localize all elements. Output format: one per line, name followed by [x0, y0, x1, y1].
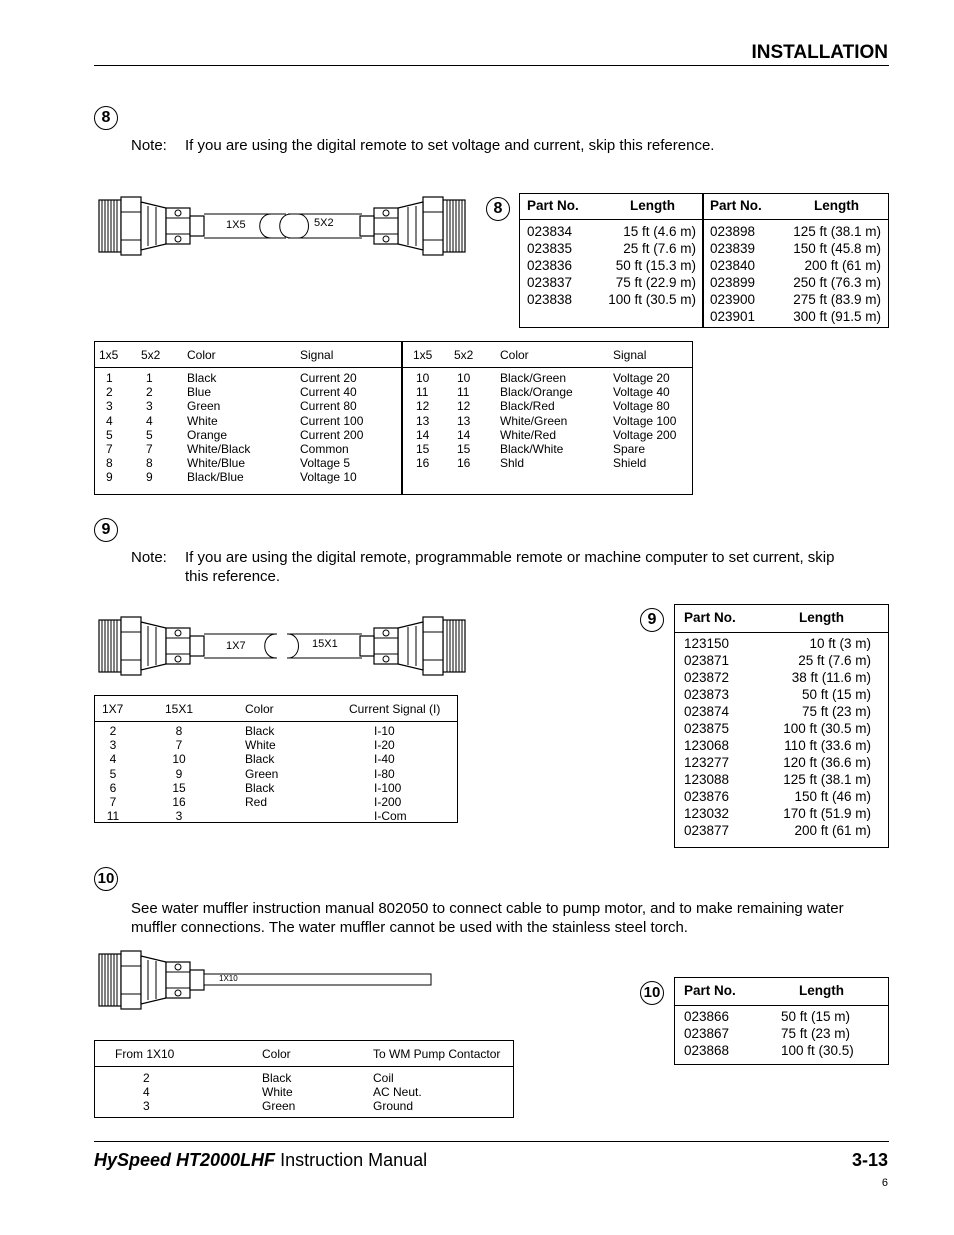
- pin-colors: Black Blue Green White Orange White/Black White/Blue Black/Blue: [187, 371, 251, 485]
- cable-8-diagram: [96, 194, 468, 258]
- pin-table-8: [94, 341, 693, 495]
- header-length: Length: [630, 198, 675, 213]
- cable-10-diagram: [96, 948, 436, 1012]
- note-text-line-1: If you are using the digital remote, programmable remote or machine computer to set current, skip: [185, 549, 835, 566]
- header-color: Color: [245, 702, 274, 716]
- lengths-left: 15 ft (4.6 m) 25 ft (7.6 m) 50 ft (15.3 m) 75 ft (22.9 m) 100 ft (30.5 m): [608, 224, 696, 307]
- note-label: Note:: [131, 137, 167, 154]
- header-rule: [94, 65, 889, 66]
- header-part-no: Part No.: [710, 198, 762, 213]
- pins-15x1: 8 7 10 9 15 16 3: [172, 724, 186, 824]
- part-numbers-right: 023898 023839 023840 023899 023900 023901: [710, 224, 756, 324]
- manual-title: [94, 1150, 427, 1171]
- header-color: Color: [187, 348, 216, 362]
- part-table-8-marker: 8: [486, 197, 510, 221]
- cable-8-right-label: 5X2: [314, 217, 334, 229]
- cable-9-left-label: 1X7: [226, 640, 246, 652]
- header-current-signal: Current Signal (I): [349, 702, 441, 716]
- note-text: If you are using the digital remote to set voltage and current, skip this reference.: [185, 137, 715, 154]
- header-length: Length: [799, 983, 844, 998]
- header-color: Color: [262, 1047, 291, 1061]
- pins-1x5: 1 2 3 4 5 7 8 9: [106, 371, 113, 485]
- part-numbers: 123150 023871 023872 023873 023874 023875 123068 123277 123088 023876 123032 023877: [684, 636, 730, 838]
- note-text-line-2: this reference.: [185, 568, 281, 585]
- product-name: HySpeed HT2000LHF: [94, 1150, 276, 1170]
- header-to-pump-contactor: To WM Pump Contactor: [373, 1047, 501, 1061]
- header-5x2: 5x2: [454, 348, 474, 362]
- header-part-no: Part No.: [684, 610, 736, 625]
- part-table-9: [674, 604, 889, 848]
- header-1x5: 1x5: [413, 348, 433, 362]
- sub-page-number: 6: [881, 1177, 888, 1189]
- cable-9-diagram: [96, 614, 468, 678]
- lengths: 50 ft (15 m) 75 ft (23 m) 100 ft (30.5): [781, 1009, 854, 1058]
- header-part-no: Part No.: [527, 198, 579, 213]
- reference-9-marker: 9: [94, 518, 118, 542]
- pin-table-10: [94, 1040, 514, 1118]
- header-length: Length: [799, 610, 844, 625]
- pin-destinations: Coil AC Neut. Ground: [373, 1071, 422, 1114]
- lengths: 10 ft (3 m) 25 ft (7.6 m) 38 ft (11.6 m) 50 ft (15 m) 75 ft (23 m) 100 ft (30.5 m) 110 ft (33.6 m) 120 ft (36.6 m) 125 ft (38.1 m) 150 ft (46 m) 170 ft (51.9 m) 200 ft (61 m): [783, 636, 871, 838]
- header-signal: Signal: [613, 348, 647, 362]
- part-table-8: [519, 193, 889, 328]
- pins-from: 2 4 3: [143, 1071, 150, 1114]
- reference-10-marker: 10: [94, 867, 118, 891]
- pin-signals: Voltage 20 Voltage 40 Voltage 80 Voltage 100 Voltage 200 Spare Shield: [613, 371, 677, 471]
- part-table-10: [674, 977, 889, 1065]
- pin-colors: Black White Green: [262, 1071, 296, 1114]
- text-line-1: See water muffler instruction manual 802050 to connect cable to pump motor, and to make remaining water: [131, 900, 844, 917]
- pins-1x5: 10 11 12 13 14 15 16: [416, 371, 430, 471]
- header-5x2: 5x2: [141, 348, 161, 362]
- section-title: INSTALLATION: [751, 42, 888, 63]
- header-1x5: 1x5: [99, 348, 119, 362]
- reference-8-marker: 8: [94, 106, 118, 130]
- header-15x1: 15X1: [165, 702, 194, 716]
- pin-signals: Current 20 Current 40 Current 80 Current 100 Current 200 Common Voltage 5 Voltage 10: [300, 371, 364, 485]
- header-color: Color: [500, 348, 529, 362]
- pins-1x7: 2 3 4 5 6 7 11: [106, 724, 120, 824]
- text-line-2: muffler connections. The water muffler cannot be used with the stainless steel torch.: [131, 919, 688, 936]
- header-from-1x10: From 1X10: [115, 1047, 175, 1061]
- part-table-10-marker: 10: [640, 981, 664, 1005]
- manual-label: Instruction Manual: [275, 1150, 428, 1170]
- header-length: Length: [814, 198, 859, 213]
- pins-5x2: 10 11 12 13 14 15 16: [457, 371, 471, 471]
- page-number: 3-13: [851, 1150, 888, 1170]
- footer-rule: [94, 1141, 889, 1142]
- pin-signals: I-10 I-20 I-40 I-80 I-100 I-200 I-Com: [374, 724, 407, 824]
- pin-table-9: [94, 695, 458, 823]
- cable-9-right-label: 15X1: [312, 638, 338, 650]
- pin-colors: Black White Black Green Black Red: [245, 724, 279, 810]
- cable-8-left-label: 1X5: [226, 219, 246, 231]
- cable-10-label: 1X10: [219, 974, 238, 983]
- part-numbers: 023866 023867 023868: [684, 1009, 730, 1058]
- header-1x7: 1X7: [102, 702, 124, 716]
- part-numbers-left: 023834 023835 023836 023837 023838: [527, 224, 573, 307]
- pins-5x2: 1 2 3 4 5 7 8 9: [146, 371, 153, 485]
- pin-colors: Black/Green Black/Orange Black/Red White/Green White/Red Black/White Shld: [500, 371, 573, 471]
- note-label: Note:: [131, 549, 167, 566]
- header-part-no: Part No.: [684, 983, 736, 998]
- header-signal: Signal: [300, 348, 334, 362]
- lengths-right: 125 ft (38.1 m) 150 ft (45.8 m) 200 ft (61 m) 250 ft (76.3 m) 275 ft (83.9 m) 300 ft (91.5 m): [793, 224, 881, 324]
- part-table-9-marker: 9: [640, 608, 664, 632]
